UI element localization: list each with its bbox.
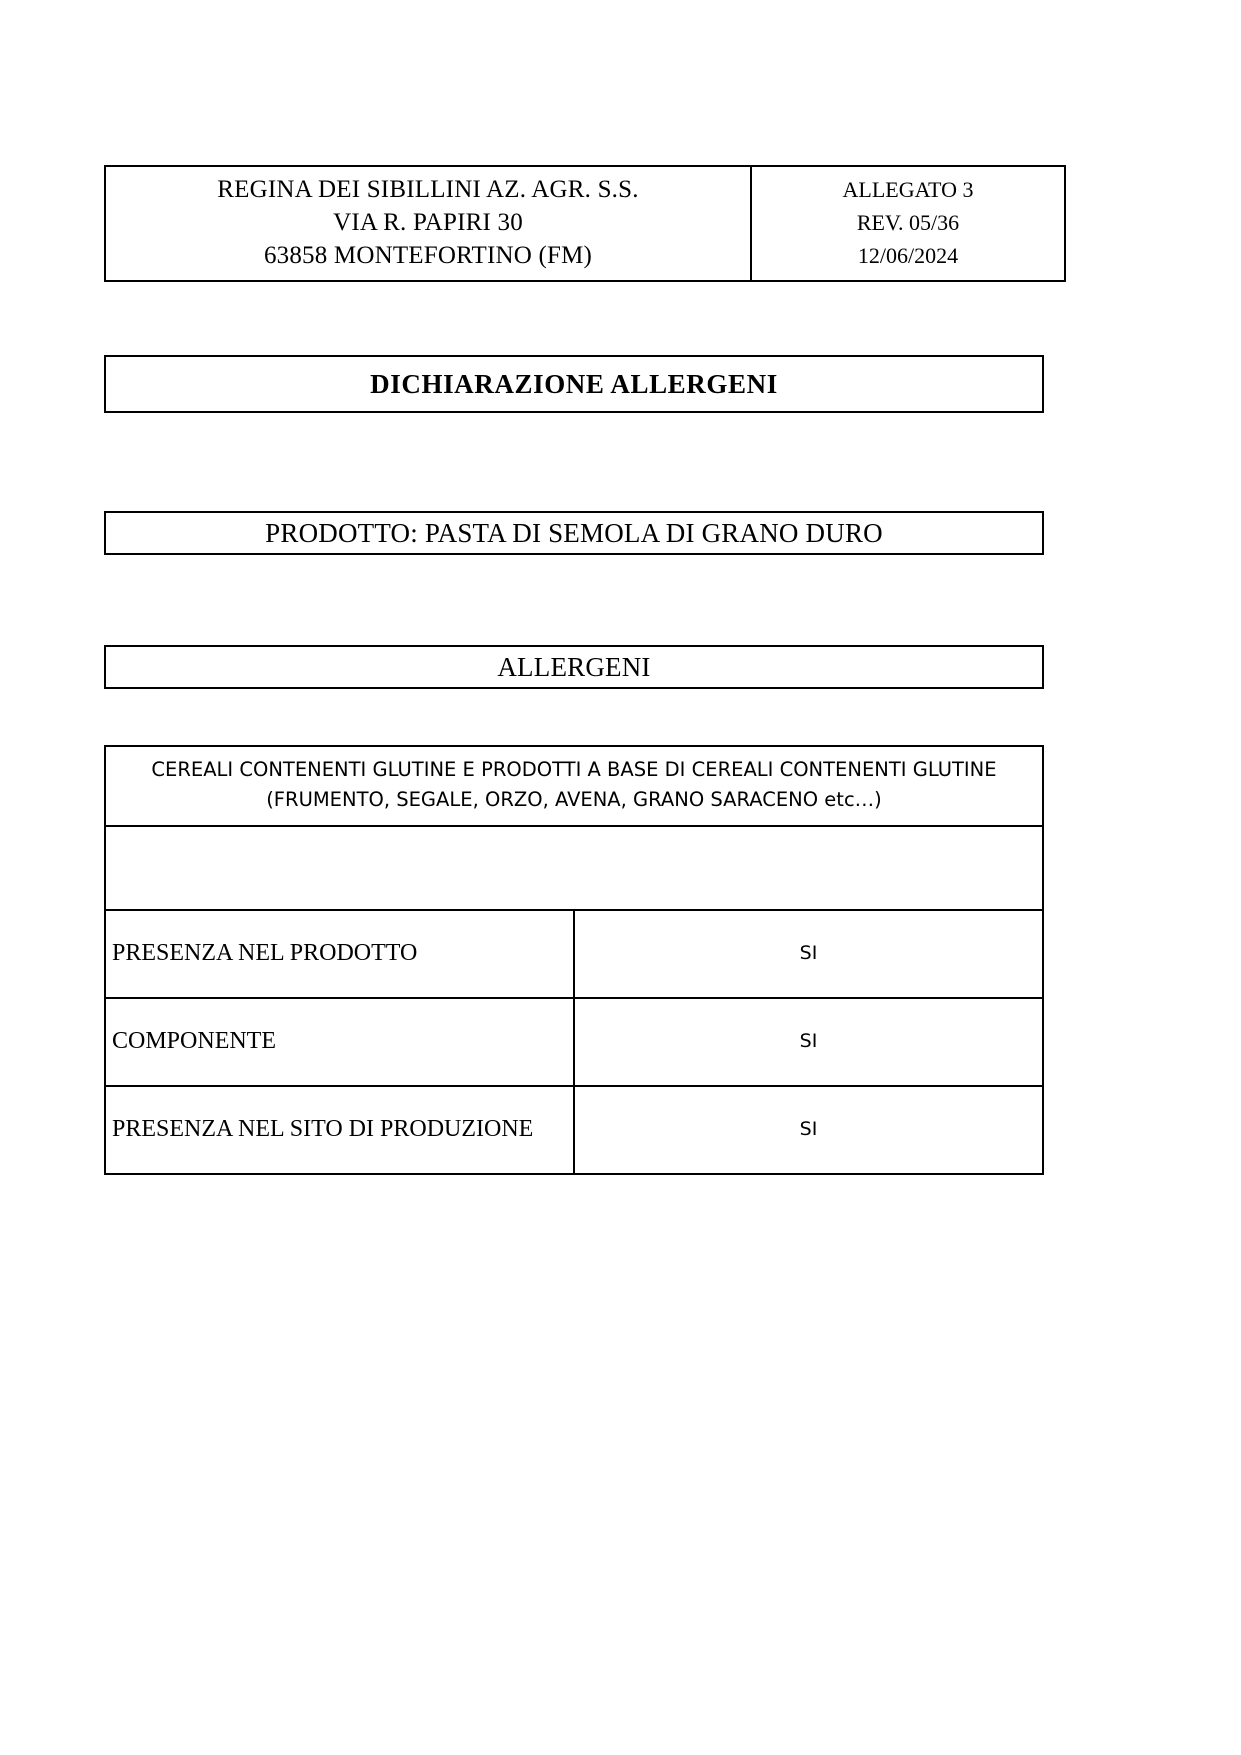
allergen-blank-cell bbox=[105, 826, 1043, 910]
company-city: 63858 MONTEFORTINO (FM) bbox=[263, 242, 593, 269]
row-label-presenza-nel-prodotto: PRESENZA NEL PRODOTTO bbox=[105, 910, 574, 998]
section-banner bbox=[104, 645, 1044, 689]
table-row bbox=[105, 998, 1043, 1086]
company-street: VIA R. PAPIRI 30 bbox=[333, 209, 523, 236]
document-attachment: ALLEGATO 3 bbox=[842, 177, 974, 202]
allergen-heading: CEREALI CONTENENTI GLUTINE E PRODOTTI A BASE DI CEREALI CONTENENTI GLUTINE (FRUMENTO, SEGALE, ORZO, AVENA, GRANO SARACENO etc…) bbox=[105, 746, 1043, 826]
document-info-cell bbox=[751, 166, 1065, 281]
row-value-presenza-nel-sito-di-produzione: SI bbox=[574, 1086, 1043, 1174]
document-date: 12/06/2024 bbox=[857, 243, 959, 268]
table-row bbox=[105, 1086, 1043, 1174]
document-revision: REV. 05/36 bbox=[856, 210, 960, 235]
section-text: ALLERGENI bbox=[497, 651, 651, 682]
row-value-componente: SI bbox=[574, 998, 1043, 1086]
table-row bbox=[105, 746, 1043, 826]
row-label-presenza-nel-sito-di-produzione: PRESENZA NEL SITO DI PRODUZIONE bbox=[105, 1086, 574, 1174]
table-row bbox=[105, 826, 1043, 910]
page-title bbox=[104, 355, 1044, 413]
table-row bbox=[105, 166, 1065, 281]
allergen-table bbox=[104, 745, 1044, 1175]
page-title-text: DICHIARAZIONE ALLERGENI bbox=[370, 368, 778, 399]
row-value-presenza-nel-prodotto: SI bbox=[574, 910, 1043, 998]
product-banner bbox=[104, 511, 1044, 555]
table-row bbox=[105, 910, 1043, 998]
company-name: REGINA DEI SIBILLINI AZ. AGR. S.S. bbox=[217, 176, 639, 203]
product-text: PRODOTTO: PASTA DI SEMOLA DI GRANO DURO bbox=[265, 517, 883, 548]
row-label-componente: COMPONENTE bbox=[105, 998, 574, 1086]
company-info-cell bbox=[105, 166, 751, 281]
header-table bbox=[104, 165, 1066, 282]
